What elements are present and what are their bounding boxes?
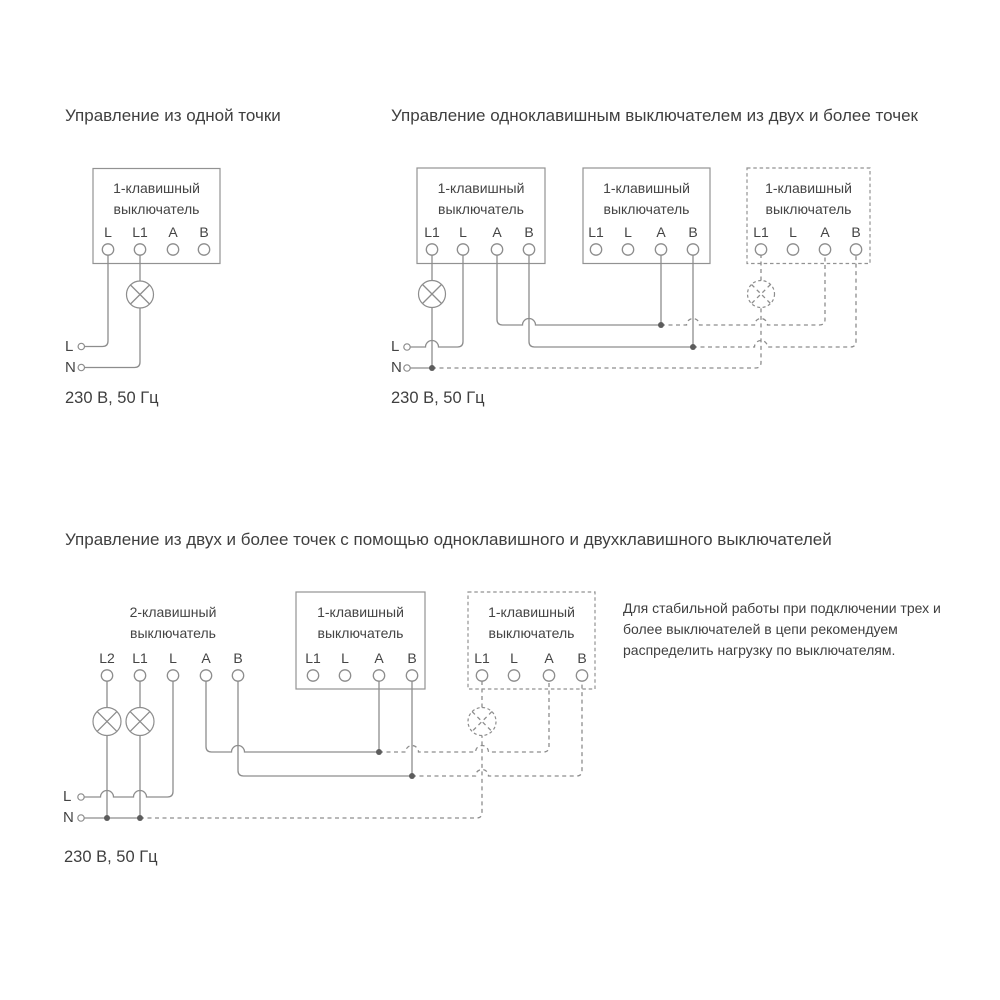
wire	[529, 255, 693, 347]
terminal-circle	[167, 670, 178, 681]
wire	[238, 681, 412, 776]
terminal-label: B	[199, 223, 209, 240]
wire-dashed	[140, 736, 482, 819]
switch-label-line1: 1-клавишный	[765, 180, 852, 196]
terminal-circle	[457, 244, 468, 255]
junction-dot	[376, 749, 382, 755]
switch-label	[747, 178, 870, 219]
junction-dot	[690, 344, 696, 350]
voltage-label: 230 В, 50 Гц	[65, 389, 159, 407]
terminal-circle	[543, 670, 554, 681]
junction-dot	[137, 815, 143, 821]
terminal-label: L1	[474, 650, 490, 666]
wire	[84, 681, 173, 797]
terminal-circle	[373, 670, 384, 681]
wire-dashed	[693, 255, 856, 347]
terminal-circle	[167, 244, 178, 255]
terminal-circle	[101, 670, 112, 681]
terminal-circle	[590, 244, 601, 255]
wire	[497, 255, 661, 325]
terminal-label: B	[524, 223, 534, 240]
neutral-label: N	[391, 359, 402, 376]
diagram-3-title: Управление из двух и более точек с помощью одноклавишного и двухклавишного выключателей	[65, 530, 832, 549]
terminal-label: L1	[132, 650, 148, 666]
terminal-circle	[687, 244, 698, 255]
supply-terminal	[78, 794, 84, 800]
wire-dashed	[379, 681, 549, 752]
junction-dot	[658, 322, 664, 328]
terminal-circle	[406, 670, 417, 681]
switch-label	[468, 602, 595, 643]
terminal-label: L1	[132, 223, 148, 240]
terminal-label: A	[168, 223, 178, 240]
terminal-label: A	[544, 650, 554, 666]
live-label: L	[63, 788, 72, 805]
wire	[85, 308, 141, 368]
wire	[85, 255, 109, 347]
switch-label	[93, 178, 220, 219]
note-line: более выключателей в цепи рекомендуем	[623, 621, 898, 637]
terminal-label: L1	[424, 223, 440, 240]
supply-terminal	[78, 815, 84, 821]
terminal-circle	[787, 244, 798, 255]
terminal-label: L1	[305, 650, 321, 666]
terminal-label: B	[851, 223, 861, 240]
terminal-circle	[491, 244, 502, 255]
supply-terminal	[78, 364, 84, 370]
terminal-circle	[134, 670, 145, 681]
diagram-2-title: Управление одноклавишным выключателем из двух и более точек	[391, 106, 918, 125]
note-line: Для стабильной работы при подключении трех и	[623, 600, 941, 616]
switch-label-line2: выключатель	[765, 200, 852, 217]
terminal-label: L	[789, 223, 797, 240]
voltage-label: 230 В, 50 Гц	[64, 848, 158, 866]
terminal-label: L1	[753, 223, 769, 240]
switch-label-line1: 2-клавишный	[129, 604, 217, 620]
terminal-label: B	[688, 223, 698, 240]
terminal-label: L	[341, 650, 349, 666]
lamp-icon-dashed	[468, 708, 496, 736]
terminal-circle	[523, 244, 534, 255]
switch-label-line1: 1-клавишный	[437, 180, 525, 196]
terminal-circle	[134, 244, 145, 255]
terminal-circle	[476, 670, 487, 681]
terminal-label: A	[201, 650, 211, 666]
junction-dot	[429, 365, 435, 371]
terminal-circle	[426, 244, 437, 255]
terminal-label: L	[510, 650, 518, 666]
live-label: L	[65, 337, 74, 355]
switch-label	[296, 602, 425, 643]
terminal-circle	[819, 244, 830, 255]
wire-dashed	[432, 308, 761, 369]
wire-dashed	[661, 255, 825, 325]
supply-terminal	[404, 365, 410, 371]
terminal-circle	[850, 244, 861, 255]
switch-label-line1: 1-клавишный	[603, 180, 690, 196]
terminal-label: A	[820, 223, 830, 240]
terminal-label: B	[407, 650, 417, 666]
terminal-circle	[655, 244, 666, 255]
switch-label-line2: выключатель	[438, 200, 524, 217]
terminal-circle	[232, 670, 243, 681]
junction-dot	[409, 773, 415, 779]
wire	[206, 681, 379, 752]
lamp-icon	[93, 708, 121, 736]
switch-label-line2: выключатель	[603, 200, 690, 217]
terminal-label: B	[577, 650, 587, 666]
terminal-label: A	[492, 223, 502, 240]
terminal-label: L2	[99, 650, 115, 666]
terminal-circle	[200, 670, 211, 681]
switch-label-line2: выключатель	[113, 200, 200, 217]
terminal-circle	[102, 244, 113, 255]
terminal-label: L	[104, 223, 112, 240]
terminal-label: L	[459, 223, 467, 240]
terminal-circle	[339, 670, 350, 681]
terminal-circle	[307, 670, 318, 681]
lamp-icon	[419, 281, 446, 308]
diagram-1-title: Управление из одной точки	[65, 106, 281, 125]
lamp-icon	[127, 281, 154, 308]
terminal-circle	[755, 244, 766, 255]
recommendation-note	[623, 598, 941, 661]
switch-label-line2: выключатель	[317, 624, 404, 641]
junction-dot	[104, 815, 110, 821]
lamp-icon-dashed	[748, 281, 775, 308]
switch-label-line2: выключатель	[488, 624, 575, 641]
terminal-label: L1	[588, 223, 604, 240]
switch-label-line1: 1-клавишный	[317, 604, 404, 620]
switch-label	[93, 602, 253, 643]
terminal-label: A	[656, 223, 666, 240]
voltage-label: 230 В, 50 Гц	[391, 389, 485, 407]
neutral-label: N	[63, 809, 74, 826]
terminal-label: L	[169, 650, 177, 666]
switch-label	[583, 178, 710, 219]
terminal-circle	[508, 670, 519, 681]
terminal-circle	[198, 244, 209, 255]
live-label: L	[391, 338, 400, 355]
switch-label-line2: выключатель	[130, 624, 216, 641]
terminal-label: B	[233, 650, 243, 666]
supply-terminal	[404, 344, 410, 350]
note-line: распределить нагрузку по выключателям.	[623, 642, 896, 658]
wire-dashed	[412, 681, 582, 776]
terminal-circle	[576, 670, 587, 681]
switch-label-line1: 1-клавишный	[113, 180, 200, 196]
switch-label	[417, 178, 545, 219]
terminal-label: L	[624, 223, 632, 240]
terminal-circle	[622, 244, 633, 255]
neutral-label: N	[65, 358, 76, 376]
switch-label-line1: 1-клавишный	[488, 604, 575, 620]
lamp-icon	[126, 708, 154, 736]
terminal-label: A	[374, 650, 384, 666]
supply-terminal	[78, 343, 84, 349]
